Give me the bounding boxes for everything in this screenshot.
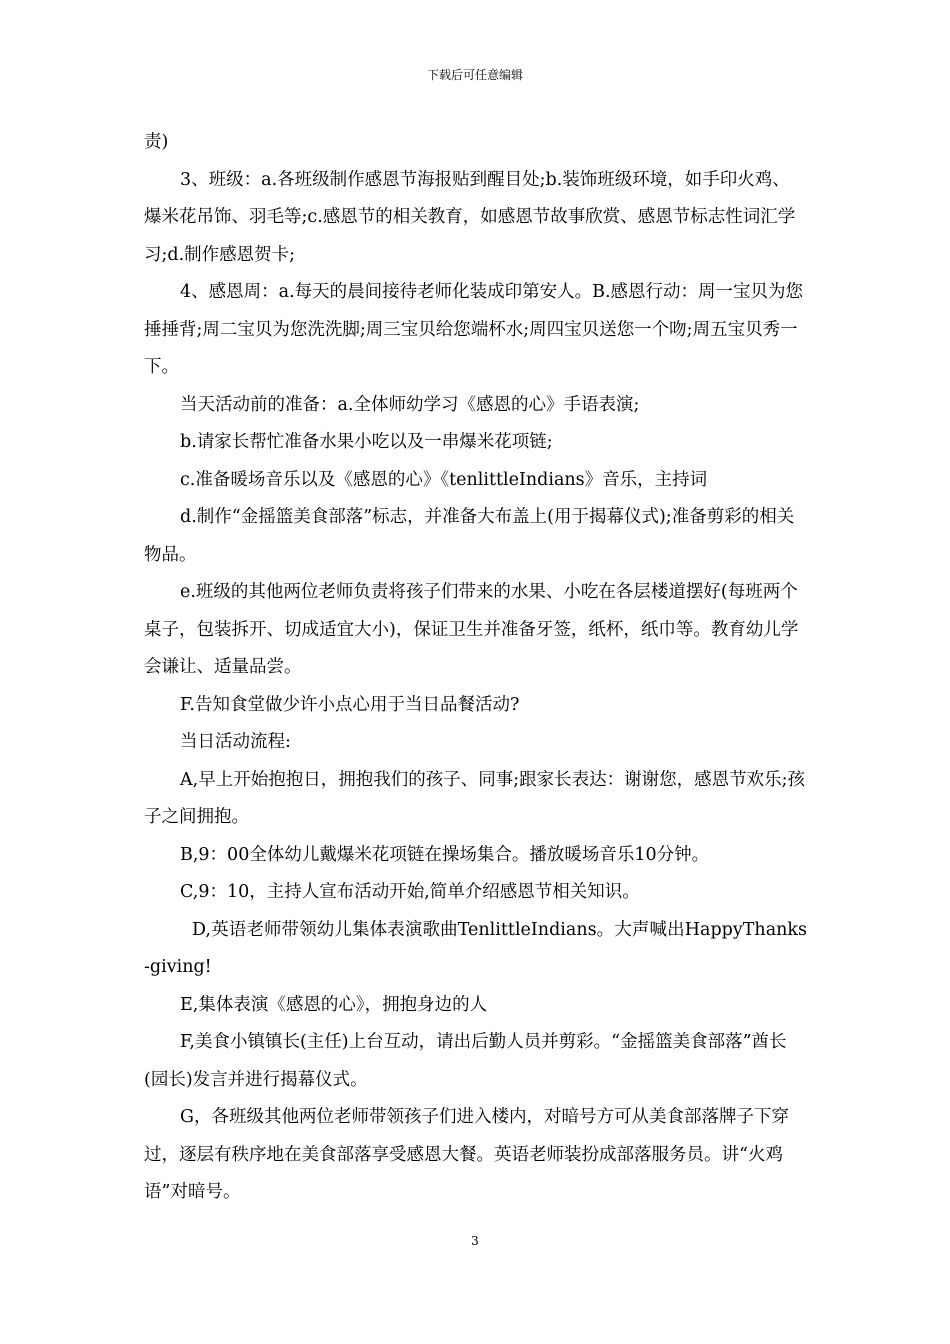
paragraph-flow-title: 当日活动流程:: [180, 732, 291, 752]
paragraph-flow-e: E,集体表演《感恩的心》，拥抱身边的人: [180, 994, 488, 1015]
paragraph-prep-b: b.请家长帮忙准备水果小吃以及一串爆米花项链;: [180, 432, 553, 452]
paragraph-continuation: 责): [144, 132, 169, 152]
paragraph-flow-g: G，各班级其他两位老师带领孩子们进入楼内，对暗号方可从美食部落牌子下穿过，逐层有秩序地在美食部落享受感恩大餐。英语老师装扮成部落服务员。讲“火鸡语”对暗号。: [144, 1107, 789, 1202]
page-header: 下载后可任意编辑: [426, 68, 523, 82]
paragraph-prep-e: e.班级的其他两位老师负责将孩子们带来的水果、小吃在各层楼道摆好(每班两个桌子，包装拆开、切成适宜大小)，保证卫生并准备牙签，纸杯，纸巾等。教育幼儿学会谦让、适量品尝。: [144, 582, 799, 677]
paragraph-prep-c: c.准备暖场音乐以及《感恩的心》《tenlittleIndians》音乐，主持词: [180, 469, 708, 490]
paragraph-flow-d: D,英语老师带领幼儿集体表演歌曲TenlittleIndians。大声喊出HappyThanks-giving!: [144, 919, 807, 977]
document-body: [144, 124, 807, 1212]
paragraph-flow-f: F,美食小镇镇长(主任)上台互动，请出后勤人员并剪彩。“金摇篮美食部落”酋长(园长)发言并进行揭幕仪式。: [144, 1032, 787, 1090]
paragraph-prep-f: F.告知食堂做少许小点心用于当日品餐活动?: [180, 694, 520, 715]
paragraph-flow-b: B,9：00全体幼儿戴爆米花项链在操场集合。播放暖场音乐10分钟。: [180, 844, 710, 865]
paragraph-flow-c: C,9：10，主持人宣布活动开始,简单介绍感恩节相关知识。: [180, 882, 640, 902]
paragraph-thanks-week: 4、感恩周：a.每天的晨间接待老师化装成印第安人。B.感恩行动：周一宝贝为您捶捶背;周二宝贝为您洗洗脚;周三宝贝给您端杯水;周四宝贝送您一个吻;周五宝贝秀一下。: [144, 282, 804, 377]
paragraph-prep-d: d.制作“金摇篮美食部落”标志，并准备大布盖上(用于揭幕仪式);准备剪彩的相关物品。: [144, 507, 795, 565]
paragraph-class-activities: 3、班级：a.各班级制作感恩节海报贴到醒目处;b.装饰班级环境，如手印火鸡、爆米花吊饰、羽毛等;c.感恩节的相关教育，如感恩节故事欣赏、感恩节标志性词汇学习;d.制作感恩贺卡;: [144, 169, 796, 265]
paragraph-flow-a: A,早上开始抱抱日，拥抱我们的孩子、同事;跟家长表达：谢谢您，感恩节欢乐;孩子之间拥抱。: [144, 769, 805, 827]
paragraph-prep-a: 当天活动前的准备：a.全体师幼学习《感恩的心》手语表演;: [180, 394, 640, 415]
page-number: 3: [471, 1234, 479, 1248]
